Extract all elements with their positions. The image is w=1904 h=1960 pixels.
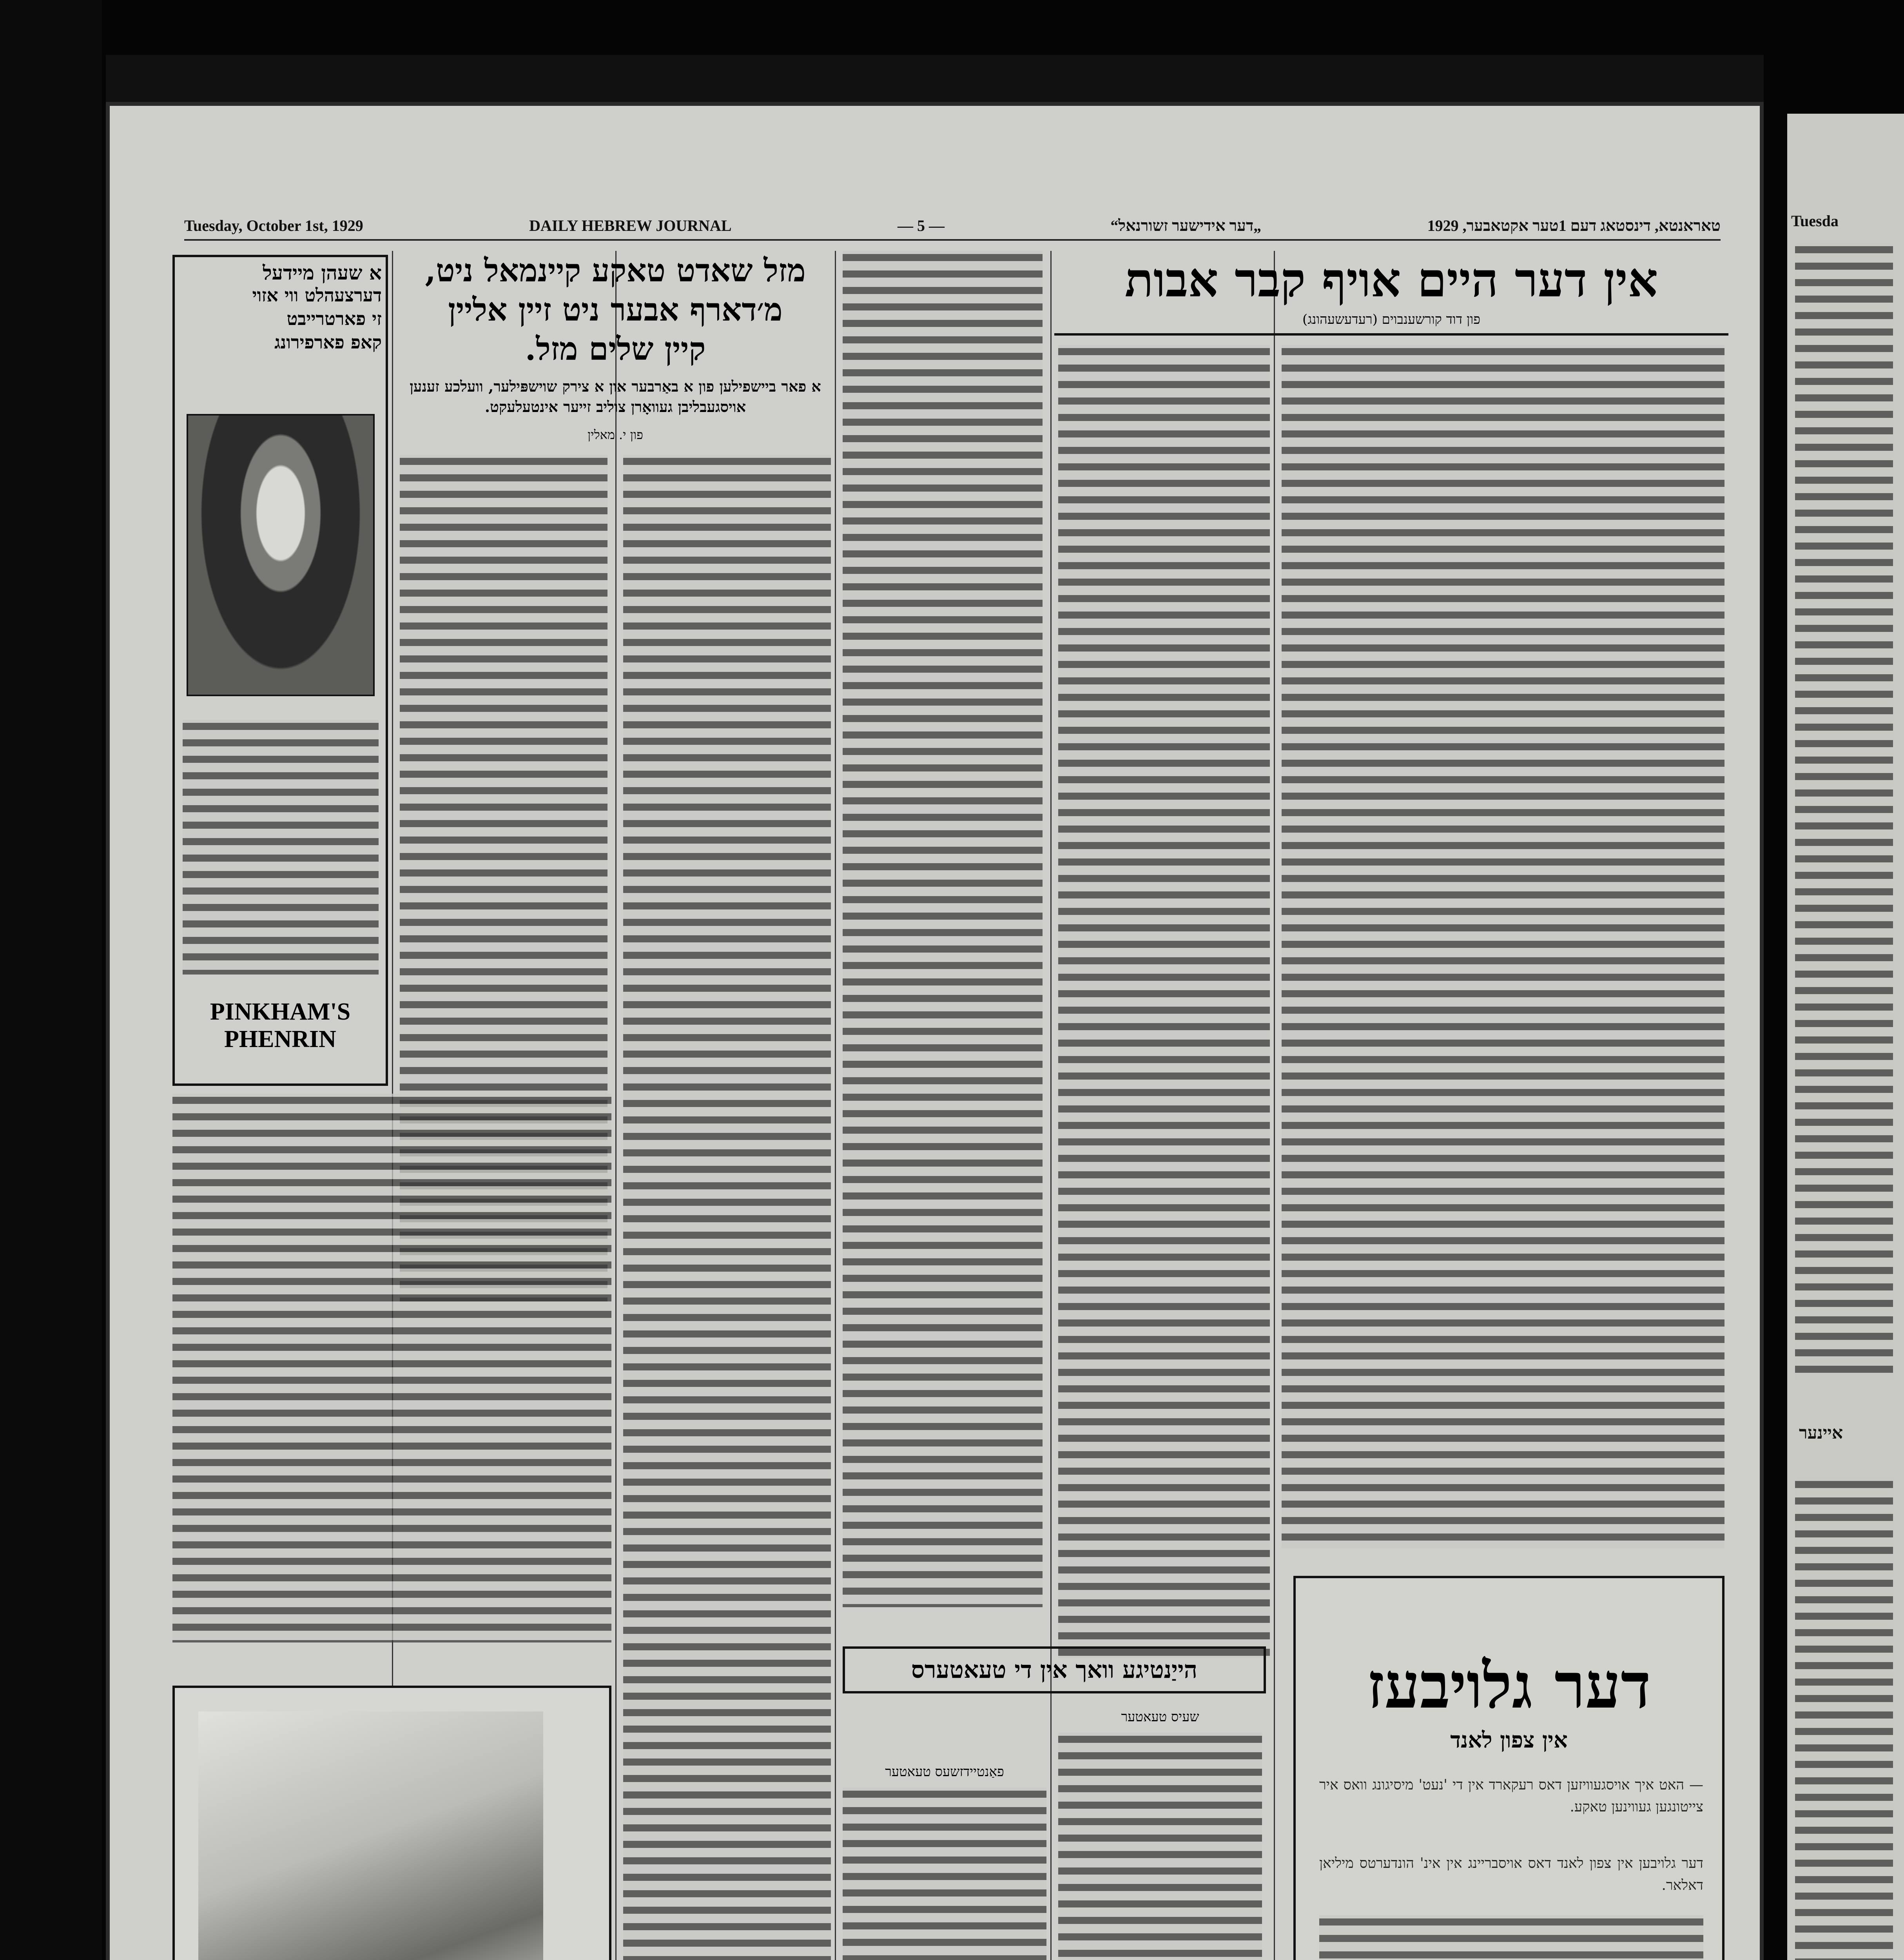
second-headline-line-1: מזל שאדט טאקע קיינמאל ניט, bbox=[425, 252, 806, 289]
header-paper-he: „דער אידישער זשורנאל“ bbox=[1110, 216, 1262, 234]
pinkham-headline-1: א שעהן מיידעל bbox=[263, 261, 382, 284]
theatre-text-1 bbox=[1058, 1733, 1262, 1960]
second-article-col-1 bbox=[623, 455, 831, 1960]
theatre-text-2 bbox=[843, 1788, 1046, 1960]
second-headline-line-3: קיין שלים מזל. bbox=[525, 330, 706, 367]
adjacent-page-text-2 bbox=[1795, 1478, 1893, 1960]
second-headline-line-2: מ׳דארף אבער ניט זיין אליין bbox=[448, 291, 783, 328]
woman-portrait-photo bbox=[187, 414, 375, 696]
theatre-sub-1: שעיס טעאטער bbox=[1121, 1709, 1199, 1725]
theatre-sub-2: פאַנטיידזשעס טעאטער bbox=[885, 1764, 1004, 1780]
headline-rule bbox=[1054, 333, 1728, 336]
paterson-headline: דער גלויבעז bbox=[1367, 1649, 1651, 1722]
theatre-headline: הייַנטיגע וואך אין די טעאטערס bbox=[911, 1656, 1198, 1684]
header-page-number: — 5 — bbox=[897, 216, 945, 234]
second-byline: פון י. מאלין bbox=[588, 427, 643, 442]
paterson-text-2: דער גלויבען אין צפון לאנד דאס אויסבריינג אין אינ' הונדערטס מיליאן דאלאר. bbox=[1319, 1855, 1703, 1893]
pinkham-testimonial-text bbox=[183, 720, 379, 975]
pinkham-headline-4: קאפ פארפירונג bbox=[274, 332, 382, 353]
column-rule bbox=[835, 251, 836, 1960]
continuation-col bbox=[843, 251, 1043, 1607]
main-article-col-2 bbox=[1058, 345, 1270, 1658]
pinkham-brand-2: PHENRIN bbox=[224, 1026, 336, 1053]
frys-cocoa-ad bbox=[172, 1686, 611, 1960]
main-byline: פון דוד קורשענבוים (רעדעשעהונג) bbox=[1302, 312, 1481, 327]
column-rule bbox=[615, 251, 617, 1960]
main-article-col-1 bbox=[1282, 345, 1724, 1548]
left-article-text bbox=[172, 1094, 611, 1642]
pinkham-headline-2: דערצעהלט ווי אזוי bbox=[252, 285, 382, 306]
adjacent-page-edge bbox=[1787, 114, 1904, 1960]
theatre-box bbox=[843, 1646, 1266, 1693]
paterson-text-1: — האט איך אויסגעוויזען דאס רעקארד אין די 'נעט' מיסיגונג וואס איר צייטונגען געווינען טאקע. bbox=[1319, 1777, 1703, 1815]
second-subhead: א פאר ביישפילען פון א באַרבער און א צירק שוישפּילער, וועלכע זענען אויסגעבליבן געוואָרן צוליב זייער אינטעלעקט. bbox=[410, 377, 821, 416]
pinkham-headline-3: זי פארטרייבט bbox=[287, 308, 382, 329]
pinkham-ad bbox=[172, 255, 388, 1086]
paterson-ad bbox=[1293, 1576, 1724, 1960]
adjacent-page-header: Tuesda bbox=[1791, 212, 1839, 230]
page-header bbox=[184, 212, 1721, 241]
header-date-he: טאראנטא, דינסטאג דעם 1טער אקטאבער, 1929 bbox=[1427, 216, 1721, 234]
mother-child-illustration bbox=[198, 1711, 543, 1960]
adjacent-page-text bbox=[1795, 243, 1893, 1380]
binder-tabs bbox=[106, 55, 1764, 102]
column-rule bbox=[1050, 251, 1052, 1960]
paterson-subhead: אין צפון לאנד bbox=[1450, 1727, 1568, 1753]
pinkham-brand-1: PINKHAM'S bbox=[210, 998, 351, 1025]
adjacent-page-headline: איינער bbox=[1799, 1423, 1843, 1443]
header-date-en: Tuesday, October 1st, 1929 bbox=[184, 216, 363, 234]
main-headline: אין דער היים אויף קבר אבות bbox=[1124, 252, 1658, 308]
paterson-text-3 bbox=[1319, 1915, 1703, 1960]
film-border-left bbox=[0, 0, 102, 1960]
column-rule bbox=[1274, 251, 1275, 1960]
header-paper-en: DAILY HEBREW JOURNAL bbox=[529, 216, 732, 234]
